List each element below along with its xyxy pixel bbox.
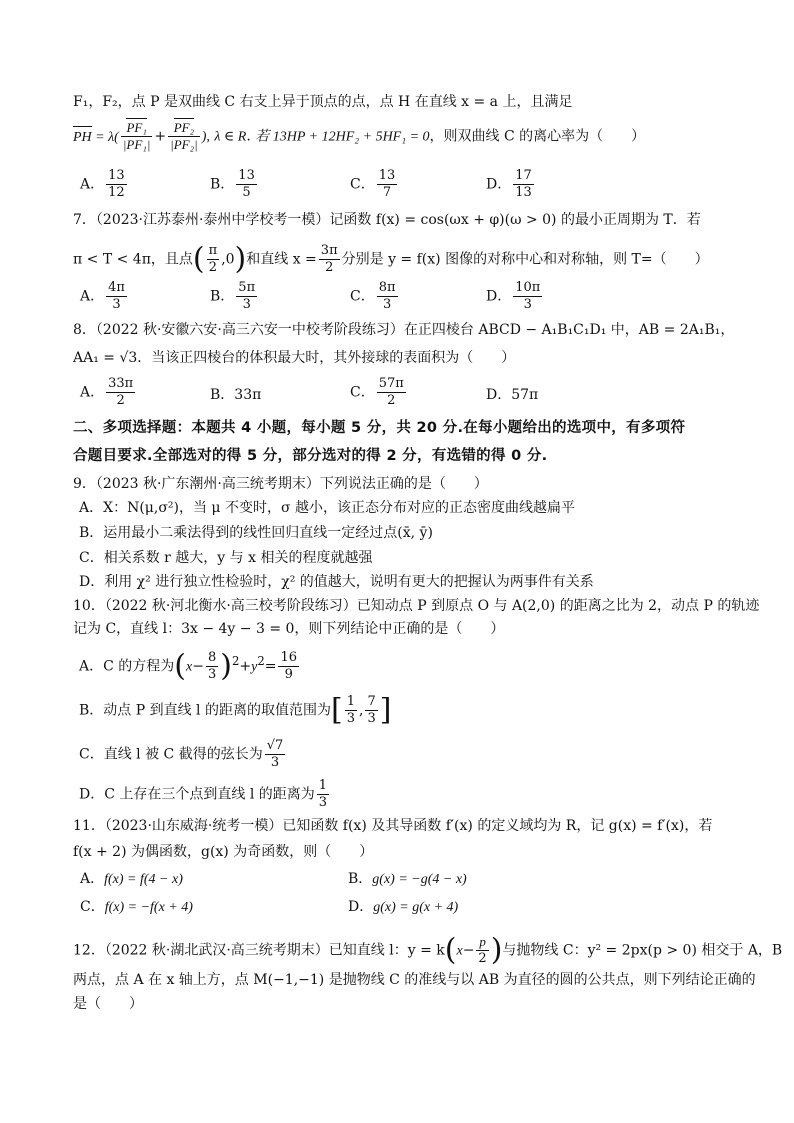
- q6-option-a[interactable]: A． $\frac{13}{12}$: [80, 168, 125, 200]
- q10-stem-line2: 记为 C，直线 l：3x − 4y − 3 = 0，则下列结论中正确的是（ ）: [73, 621, 505, 637]
- q9-option-b[interactable]: B．运用最小二乘法得到的线性回归直线一定经过点(x̄, ȳ): [79, 525, 433, 541]
- q8-option-c[interactable]: C． $\frac{57\pi}{2}$: [350, 376, 404, 408]
- q11-option-c[interactable]: C．f(x) = −f(x + 4): [80, 899, 193, 915]
- q7-stem-line2: π < T < 4π，且点( $\frac{\pi}{2}$ ,0)和直线 x = $\frac{3\pi}{2}$ 分别是 y = f(x) 图像的对称中心和对称轴，则 T=（ ）: [73, 241, 709, 277]
- q6-option-b[interactable]: B． $\frac{13}{5}$: [210, 168, 255, 200]
- q8-option-a[interactable]: A． $\frac{33\pi}{2}$: [80, 376, 134, 408]
- q8-option-b[interactable]: B．33π: [210, 387, 262, 403]
- q10-option-c[interactable]: C．直线 l 被 C 截得的弦长为 $\frac{√7}{3}$: [79, 738, 284, 770]
- q9-stem: 9．（2023 秋·广东潮州·高三统考期末）下列说法正确的是（ ）: [73, 476, 488, 492]
- q11-option-a[interactable]: A．f(x) = f(4 − x): [80, 871, 183, 887]
- q7-option-b[interactable]: B． $\frac{5\pi}{3}$: [210, 280, 256, 312]
- q8-option-d[interactable]: D．57π: [486, 387, 539, 403]
- q9-option-c[interactable]: C．相关系数 r 越大，y 与 x 相关的程度就越强: [79, 550, 373, 566]
- q6-option-c[interactable]: C． $\frac{13}{7}$: [350, 168, 396, 200]
- q10-option-d[interactable]: D．C 上存在三个点到直线 l 的距离为 $\frac{1}{3}$: [79, 778, 328, 810]
- q7-option-c[interactable]: C． $\frac{8\pi}{3}$: [350, 280, 396, 312]
- section2-heading-line1: 二、多项选择题：本题共 4 小题，每小题 5 分，共 20 分.在每小题给出的选项中，有多项符: [73, 420, 686, 436]
- q6-option-d[interactable]: D． $\frac{17}{13}$: [486, 168, 532, 200]
- q12-stem-line1: 12．（2022 秋·湖北武汉·高三统考期末）已知直线 l：y = k(x− $\frac{p}{2}$ )与抛物线 C：y² = 2px(p > 0) 相交于 A，B: [73, 932, 783, 968]
- q9-option-a[interactable]: A．X：N(μ,σ²)，当 μ 不变时，σ 越小，该正态分布对应的正态密度曲线越扁平: [79, 500, 575, 516]
- q6-formula-line: PH = λ( $\frac{\text{PF₁}}{\text{|PF₁|}}$ + $\frac{\text{PF₂}}{\text{|PF₂|}}$ ), λ ∈ R. 若 13HP + 12HF₂ + 5HF₁ = 0，则双曲线 C 的离心率为（ ）: [73, 120, 646, 152]
- q7-option-d[interactable]: D． $\frac{10\pi}{3}$: [486, 280, 541, 312]
- q12-stem-line2: 两点，点 A 在 x 轴上方，点 M(−1,−1) 是抛物线 C 的准线与以 AB 为直径的圆的公共点，则下列结论正确的: [73, 972, 756, 988]
- q10-option-b[interactable]: B．动点 P 到直线 l 的距离的取值范围为[ $\frac{1}{3}$ , $\frac{7}{3}$ ]: [79, 692, 392, 728]
- q7-stem-line1: 7．（2023·江苏泰州·泰州中学校考一模）记函数 f(x) = cos(ωx + φ)(ω > 0) 的最小正周期为 T．若: [73, 212, 701, 228]
- q7-option-a[interactable]: A． $\frac{4\pi}{3}$: [80, 280, 125, 312]
- q12-stem-line3: 是（ ）: [73, 996, 143, 1012]
- q8-stem-line2: AA₁ = √3．当该正四棱台的体积最大时，其外接球的表面积为（ ）: [73, 350, 516, 366]
- q11-option-d[interactable]: D．g(x) = g(x + 4): [348, 899, 459, 915]
- q10-option-a[interactable]: A．C 的方程为(x− $\frac{8}{3}$ )$^2+y^2=$ $\frac{16}{9}$: [79, 648, 298, 684]
- q11-stem-line2: f(x + 2) 为偶函数，g(x) 为奇函数，则（ ）: [73, 844, 374, 860]
- q6-continuation-line1: F₁，F₂，点 P 是双曲线 C 右支上异于顶点的点，点 H 在直线 x = a 上，且满足: [73, 94, 573, 110]
- q10-stem-line1: 10．（2022 秋·河北衡水·高三校考阶段练习）已知动点 P 到原点 O 与 A(2,0) 的距离之比为 2，动点 P 的轨迹: [73, 598, 760, 614]
- q8-stem-line1: 8．（2022 秋·安徽六安·高三六安一中校考阶段练习）在正四棱台 ABCD − A₁B₁C₁D₁ 中，AB = 2A₁B₁，: [73, 322, 735, 338]
- q9-option-d[interactable]: D．利用 χ² 进行独立性检验时，χ² 的值越大，说明有更大的把握认为两事件有关系: [79, 574, 594, 590]
- q11-stem-line1: 11．（2023·山东威海·统考一模）已知函数 f(x) 及其导函数 f′(x) 的定义域均为 R，记 g(x) = f′(x)，若: [73, 818, 713, 834]
- q11-option-b[interactable]: B．g(x) = −g(4 − x): [348, 871, 467, 887]
- section2-heading-line2: 合题目要求.全部选对的得 5 分，部分选对的得 2 分，有选错的得 0 分.: [73, 448, 548, 464]
